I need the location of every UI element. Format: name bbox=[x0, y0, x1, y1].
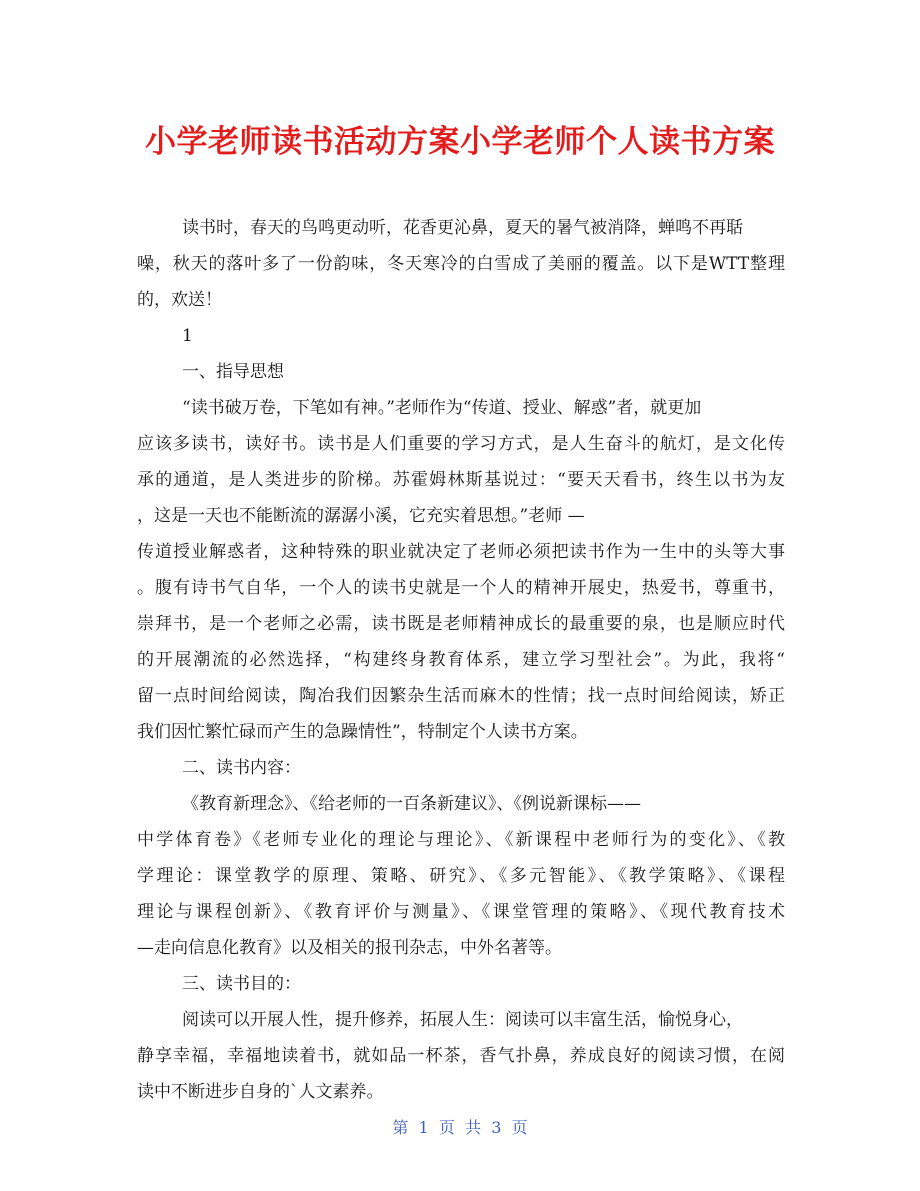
body-line: “读书破万卷，下笔如有神。”老师作为“传道、授业、解惑”者，就更加 bbox=[182, 398, 702, 418]
body-line: 。腹有诗书气自华，一个人的读书史就是一个人的精神开展史，热爱书，尊重书， bbox=[137, 578, 785, 598]
body-line: 承的通道，是人类进步的阶梯。苏霍姆林斯基说过：“要天天看书，终生以书为友 bbox=[137, 470, 785, 490]
body-line: 1 bbox=[182, 326, 193, 346]
section-heading: 一、指导思想 bbox=[182, 362, 284, 382]
body-line: 读中不断进步自身的`人文素养。 bbox=[137, 1082, 384, 1102]
page-number-footer: 第 1 页 共 3 页 bbox=[392, 1118, 528, 1137]
body-line: 应该多读书，读好书。读书是人们重要的学习方式，是人生奋斗的航灯，是文化传 bbox=[137, 434, 785, 454]
document-title: 小学老师读书活动方案小学老师个人读书方案 bbox=[145, 124, 775, 160]
body-line: 留一点时间给阅读，陶冶我们因繁杂生活而麻木的性情；找一点时间给阅读，矫正 bbox=[137, 686, 785, 706]
body-line: 中学体育卷》《老师专业化的理论与理论》、《新课程中老师行为的变化》、《教 bbox=[137, 830, 785, 850]
body-line: —走向信息化教育》以及相关的报刊杂志，中外名著等。 bbox=[137, 938, 562, 958]
body-line: 噪，秋天的落叶多了一份韵味，冬天寒冷的白雪成了美丽的覆盖。以下是WTT整理 bbox=[137, 254, 785, 274]
section-heading: 二、读书内容： bbox=[182, 758, 301, 778]
body-line: 静享幸福，幸福地读着书，就如品一杯茶，香气扑鼻，养成良好的阅读习惯，在阅 bbox=[137, 1046, 785, 1066]
body-line: 学理论：课堂教学的原理、策略、研究》、《多元智能》、《教学策略》、《课程 bbox=[137, 866, 785, 886]
body-line: 我们因忙繁忙碌而产生的急躁情性”，特制定个人读书方案。 bbox=[137, 722, 588, 742]
body-line: 阅读可以开展人性，提升修养，拓展人生：阅读可以丰富生活，愉悦身心， bbox=[182, 1010, 743, 1030]
body-line: 读书时，春天的鸟鸣更动听，花香更沁鼻，夏天的暑气被消降，蝉鸣不再聒 bbox=[182, 218, 743, 238]
body-line: 的开展潮流的必然选择，“构建终身教育体系，建立学习型社会”。为此，我将“ bbox=[137, 650, 785, 670]
body-line: 的，欢送！ bbox=[137, 290, 222, 310]
body-line: 理论与课程创新》、《教育评价与测量》、《课堂管理的策略》、《现代教育技术 bbox=[137, 902, 785, 922]
body-line: ，这是一天也不能断流的潺潺小溪，它充实着思想。”老师 — bbox=[137, 506, 585, 526]
section-heading: 三、读书目的： bbox=[182, 974, 301, 994]
body-line: 传道授业解惑者，这种特殊的职业就决定了老师必须把读书作为一生中的头等大事 bbox=[137, 542, 785, 562]
body-line: 《教育新理念》、《给老师的一百条新建议》、《例说新课标—— bbox=[182, 794, 641, 814]
body-line: 崇拜书，是一个老师之必需，读书既是老师精神成长的最重要的泉，也是顺应时代 bbox=[137, 614, 785, 634]
